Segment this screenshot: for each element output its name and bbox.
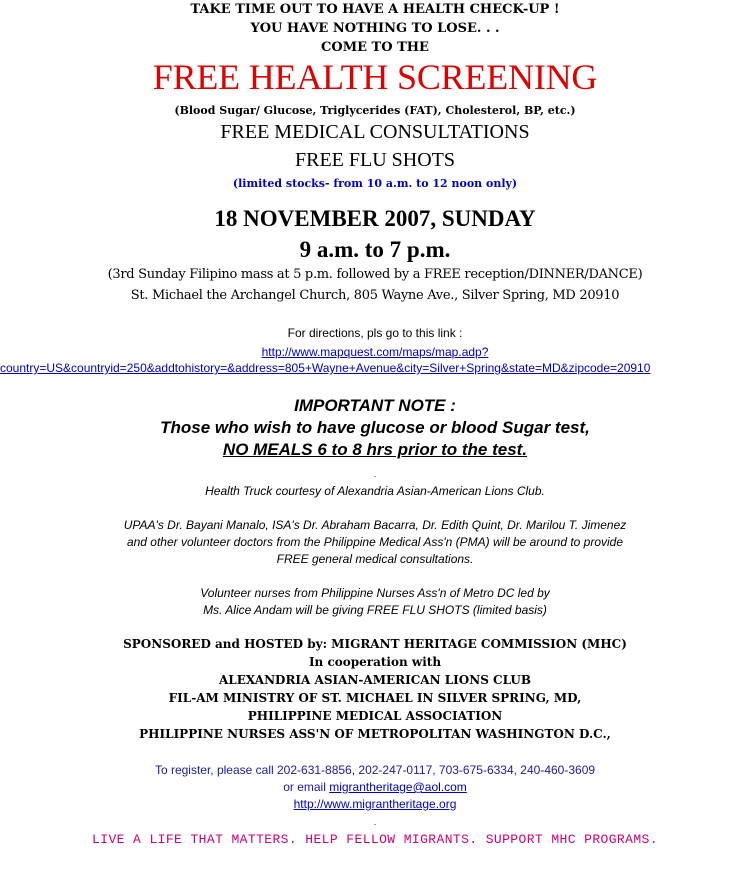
nurses-line-1: Volunteer nurses from Philippine Nurses Ass'n of Metro DC led by [200,586,550,600]
intro-line-3: COME TO THE [321,40,429,55]
doctors-line-2: and other volunteer doctors from the Philippine Medical Ass'n (PMA) will be around to provide [126,535,624,549]
register-phones: To register, please call 202-631-8856, 202-247-0117, 703-675-6334, 240-460-3609 [154,763,596,777]
venue: St. Michael the Archangel Church, 805 Wayne Ave., Silver Spring, MD 20910 [130,288,620,303]
doctors-line-3: FREE general medical consultations. [276,552,474,566]
website-line[interactable] [0,797,750,811]
register-email-prefix: or email [283,780,330,794]
slogan: LIVE A LIFE THAT MATTERS. HELP FELLOW MIGRANTS. SUPPORT MHC PROGRAMS. [92,832,658,847]
directions-link-line-1[interactable] [0,345,750,359]
flu-shots-heading: FREE FLU SHOTS [294,149,456,171]
headline: FREE HEALTH SCREENING [152,57,598,97]
important-note-line-1: Those who wish to have glucose or blood Sugar test, [160,418,590,437]
flu-note: (limited stocks- from 10 a.m. to 12 noon only) [232,177,518,190]
consultations-heading: FREE MEDICAL CONSULTATIONS [220,121,530,143]
health-truck-note: Health Truck courtesy of Alexandria Asian-American Lions Club. [205,484,545,498]
intro-line-1: TAKE TIME OUT TO HAVE A HEALTH CHECK-UP ! [190,2,560,17]
spacer-dot-1: . [373,469,377,479]
sponsor-line: SPONSORED and HOSTED by: MIGRANT HERITAGE COMMISSION (MHC) [123,637,627,651]
spacer-dot-2: . [373,817,377,827]
partner-org-2: FIL-AM MINISTRY OF ST. MICHAEL IN SILVER SPRING, MD, [168,691,582,705]
mass-note: (3rd Sunday Filipino mass at 5 p.m. followed by a FREE reception/DINNER/DANCE) [107,267,643,282]
nurses-line-2: Ms. Alice Andam will be giving FREE FLU SHOTS (limited basis) [203,603,547,617]
directions-link-continued[interactable]: country=US&countryid=250&addtohistory=&address=805+Wayne+Avenue&city=Silver+Spring&state=MD&zipcode=20910 [0,361,651,375]
email-link[interactable]: migrantheritage@aol.com [329,780,467,794]
directions-link[interactable]: http://www.mapquest.com/maps/map.adp? [261,345,489,359]
partner-org-1: ALEXANDRIA ASIAN-AMERICAN LIONS CLUB [219,673,531,687]
directions-link-line-2[interactable] [0,361,750,375]
important-note-line-2: NO MEALS 6 to 8 hrs prior to the test. [222,440,528,459]
intro-line-2: YOU HAVE NOTHING TO LOSE. . . [250,21,500,36]
cooperation-line: In cooperation with [308,655,442,669]
event-date: 18 NOVEMBER 2007, SUNDAY [214,206,536,231]
directions-label: For directions, pls go to this link : [287,326,463,340]
screening-tests: (Blood Sugar/ Glucose, Triglycerides (FAT), Cholesterol, BP, etc.) [174,104,576,117]
partner-org-4: PHILIPPINE NURSES ASS'N OF METROPOLITAN WASHINGTON D.C., [139,727,611,741]
register-email-line [0,780,750,794]
partner-org-3: PHILIPPINE MEDICAL ASSOCIATION [247,709,503,723]
important-note-title: IMPORTANT NOTE : [294,396,456,415]
event-time: 9 a.m. to 7 p.m. [299,237,451,262]
doctors-line-1: UPAA's Dr. Bayani Manalo, ISA's Dr. Abraham Bacarra, Dr. Edith Quint, Dr. Marilou T. Jimenez [123,518,627,532]
website-link[interactable]: http://www.migrantheritage.org [293,797,457,811]
